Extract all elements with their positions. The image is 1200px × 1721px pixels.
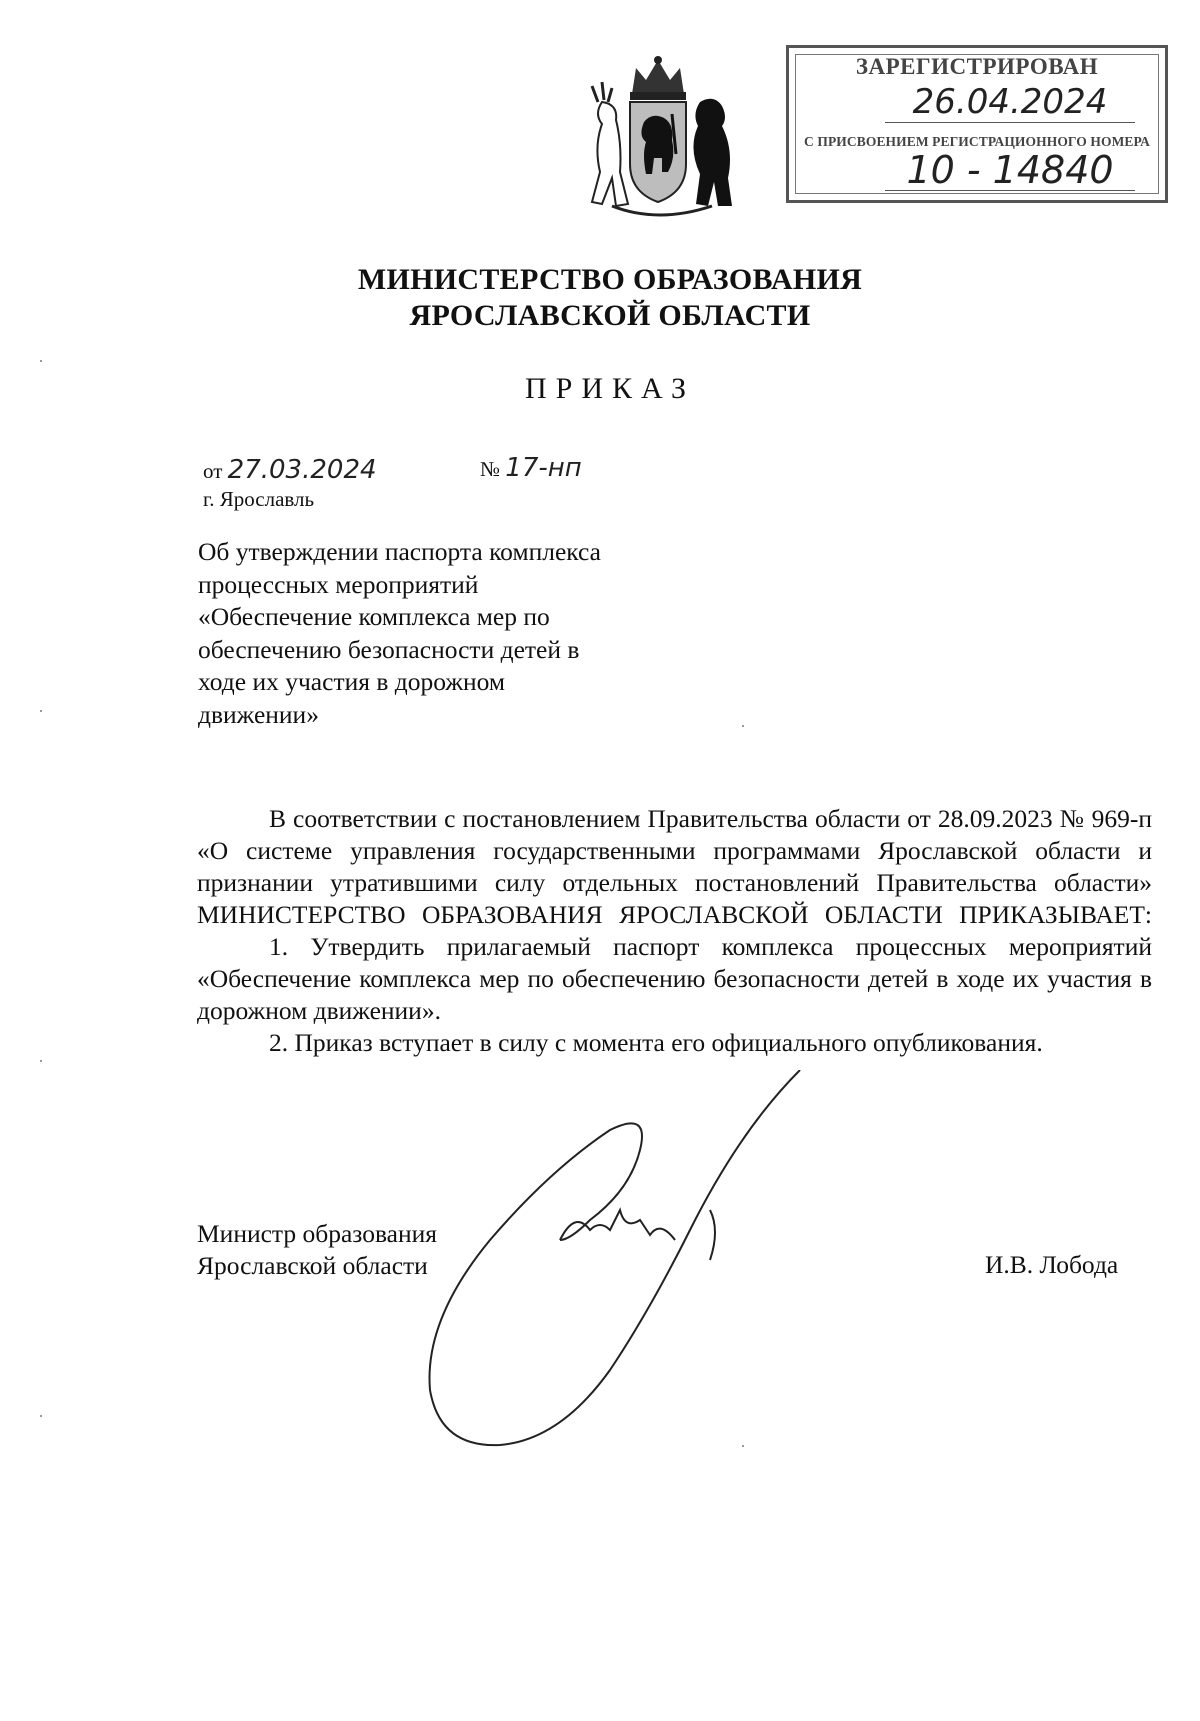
orders-heading: МИНИСТЕРСТВО ОБРАЗОВАНИЯ ЯРОСЛАВСКОЙ ОБЛАСТИ ПРИКАЗЫВАЕТ: [197, 900, 1152, 929]
order-date-line [203, 455, 377, 485]
preamble: В соответствии с постановлением Правительства области от 28.09.2023 № 969-п «О системе управления государственными программами Ярославской области и признании утратившими силу отдельных постановлений Правительства области» [197, 804, 1152, 897]
stamp-date: 26.04.2024 [885, 82, 1135, 123]
registration-stamp [786, 45, 1168, 203]
order-city: г. Ярославль [203, 487, 315, 511]
stamp-number: 10 - 14840 [885, 150, 1135, 191]
order-item-2: 2. Приказ вступает в силу с момента его официального опубликования. [269, 1028, 1043, 1057]
order-number: 17-нп [505, 453, 582, 483]
scan-speck [40, 1415, 42, 1417]
ministry-name-line2: ЯРОСЛАВСКОЙ ОБЛАСТИ [409, 299, 811, 332]
scan-speck [40, 1060, 42, 1062]
coat-of-arms-icon [572, 54, 744, 222]
stamp-subtitle: С ПРИСВОЕНИЕМ РЕГИСТРАЦИОННОГО НОМЕРА [804, 134, 1150, 149]
date-prefix: от [203, 459, 223, 483]
order-date: 27.03.2024 [227, 455, 377, 485]
scan-speck [742, 1445, 744, 1447]
handwritten-signature [410, 1070, 810, 1450]
signer-position [197, 1218, 437, 1282]
ministry-name-line1: МИНИСТЕРСТВО ОБРАЗОВАНИЯ [357, 263, 863, 296]
scan-speck [40, 360, 42, 362]
order-number-line [480, 453, 582, 483]
stamp-title: ЗАРЕГИСТРИРОВАН [855, 54, 1099, 79]
signer-position-line2: Ярославской области [197, 1251, 428, 1280]
number-prefix: № [480, 457, 501, 481]
signer-position-line1: Министр образования [197, 1219, 438, 1248]
document-type: ПРИКАЗ [525, 372, 695, 405]
order-item-1: 1. Утвердить прилагаемый паспорт комплекса процессных мероприятий «Обеспечение комплекса мер по обеспечению безопасности детей в ходе их участия в дорожном движении». [197, 932, 1152, 1025]
order-subject: Об утверждении паспорта комплекса процессных мероприятий «Обеспечение комплекса мер по обеспечению безопасности детей в ходе их участия в дорожном движении» [198, 537, 601, 729]
body [197, 803, 1152, 1059]
scan-speck [742, 725, 744, 727]
scan-speck [40, 710, 42, 712]
signer-name: И.В. Лобода [985, 1250, 1119, 1279]
